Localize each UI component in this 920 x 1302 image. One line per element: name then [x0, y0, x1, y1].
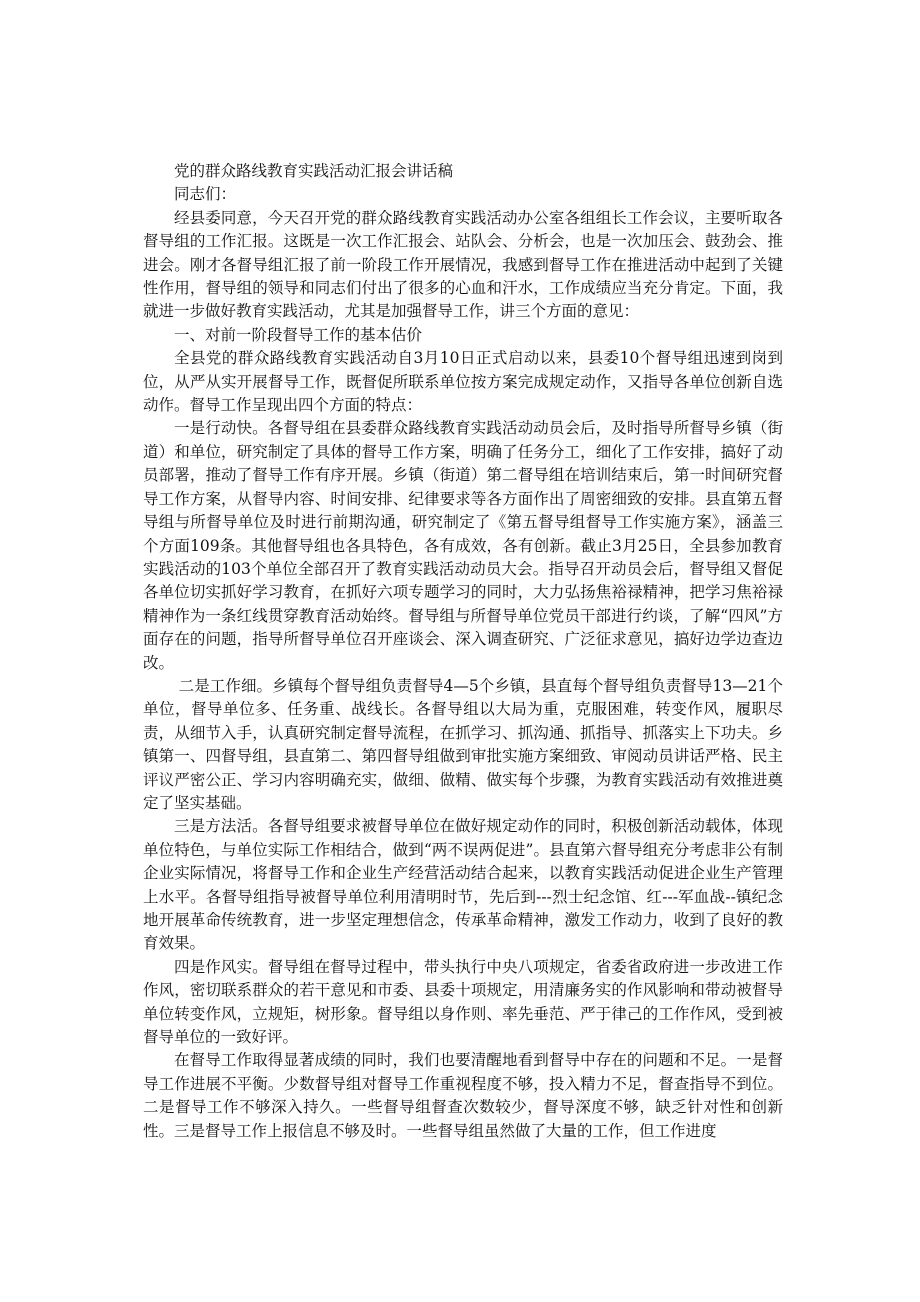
paragraph-intro: 经县委同意，今天召开党的群众路线教育实践活动办公室各组组长工作会议，主要听取各督导组的工作汇报。这既是一次工作汇报会、站队会、分析会，也是一次加压会、鼓劲会、推进会。刚才各督导组汇报了前一阶段工作开展情况，我感到督导工作在推进活动中起到了关键性作用，督导组的领导和同志们付出了很多的心血和汗水，工作成绩应当充分肯定。下面，我就进一步做好教育实践活动，尤其是加强督导工作，讲三个方面的意见：: [143, 208, 783, 321]
document-body: [143, 160, 783, 1143]
paragraph-feature-2: 二是工作细。乡镇每个督导组负责督导4—5个乡镇，县直每个督导组负责督导13—21个单位，督导单位多、任务重、战线长。各督导组以大局为重，克服困难，转变作风，履职尽责，从细节入手，认真研究制定督导流程，在抓学习、抓沟通、抓指导、抓落实上下功夫。乡镇第一、四督导组，县直第二、第四督导组做到审批实施方案细致、审阅动员讲话严格、民主评议严密公正、学习内容明确充实，做细、做精、做实每个步骤，为教育实践活动有效推进奠定了坚实基础。: [143, 676, 783, 812]
section-heading-1: 一、对前一阶段督导工作的基本估价: [174, 325, 423, 344]
paragraph-problems: 在督导工作取得显著成绩的同时，我们也要清醒地看到督导中存在的问题和不足。一是督导工作进展不平衡。少数督导组对督导工作重视程度不够，投入精力不足，督查指导不到位。二是督导工作不够深入持久。一些督导组督查次数较少，督导深度不够，缺乏针对性和创新性。三是督导工作上报信息不够及时。一些督导组虽然做了大量的工作，但工作进度: [143, 1051, 783, 1140]
paragraph-overview: 全县党的群众路线教育实践活动自3月10日正式启动以来，县委10个督导组迅速到岗到位，从严从实开展督导工作，既督促所联系单位按方案完成规定动作，又指导各单位创新自选动作。督导工作呈现出四个方面的特点：: [143, 349, 783, 415]
paragraph-feature-4: 四是作风实。督导组在督导过程中，带头执行中央八项规定，省委省政府进一步改进工作作风，密切联系群众的若干意见和市委、县委十项规定，用清廉务实的作风影响和带动被督导单位转变作风，立规矩，树形象。督导组以身作则、率先垂范、严于律己的工作作风，受到被督导单位的一致好评。: [143, 957, 783, 1047]
paragraph-feature-3: 三是方法活。各督导组要求被督导单位在做好规定动作的同时，积极创新活动载体，体现单位特色，与单位实际工作相结合，做到“两不误两促进”。县直第六督导组充分考虑非公有制企业实际情况，将督导工作和企业生产经营活动结合起来，以教育实践活动促进企业生产管理上水平。各督导组指导被督导单位利用清明时节，先后到---烈士纪念馆、红---军血战--镇纪念地开展革命传统教育，进一步坚定理想信念，传承革命精神，激发工作动力，收到了良好的教育效果。: [143, 817, 783, 953]
salutation: 同志们：: [174, 185, 237, 204]
document-title: 党的群众路线教育实践活动汇报会讲话稿: [174, 162, 454, 180]
paragraph-feature-1: 一是行动快。各督导组在县委群众路线教育实践活动动员会后，及时指导所督导乡镇（街道）和单位，研究制定了具体的督导工作方案，明确了任务分工，细化了工作安排，搞好了动员部署，推动了督导工作有序开展。乡镇（街道）第二督导组在培训结束后，第一时间研究督导工作方案，从督导内容、时间安排、纪律要求等各方面作出了周密细致的安排。县直第五督导组与所督导单位及时进行前期沟通，研究制定了《第五督导组督导工作实施方案》，涵盖三个方面109条。其他督导组也各具特色，各有成效，各有创新。截止3月25日，全县参加教育实践活动的103个单位全部召开了教育实践活动动员大会。指导召开动员会后，督导组又督促各单位切实抓好学习教育，在抓好六项专题学习的同时，大力弘扬焦裕禄精神，把学习焦裕禄精神作为一条红线贯穿教育活动始终。督导组与所督导单位党员干部进行约谈，了解“四风”方面存在的问题，指导所督导单位召开座谈会、深入调查研究、广泛征求意见，搞好边学边查边改。: [143, 419, 783, 672]
